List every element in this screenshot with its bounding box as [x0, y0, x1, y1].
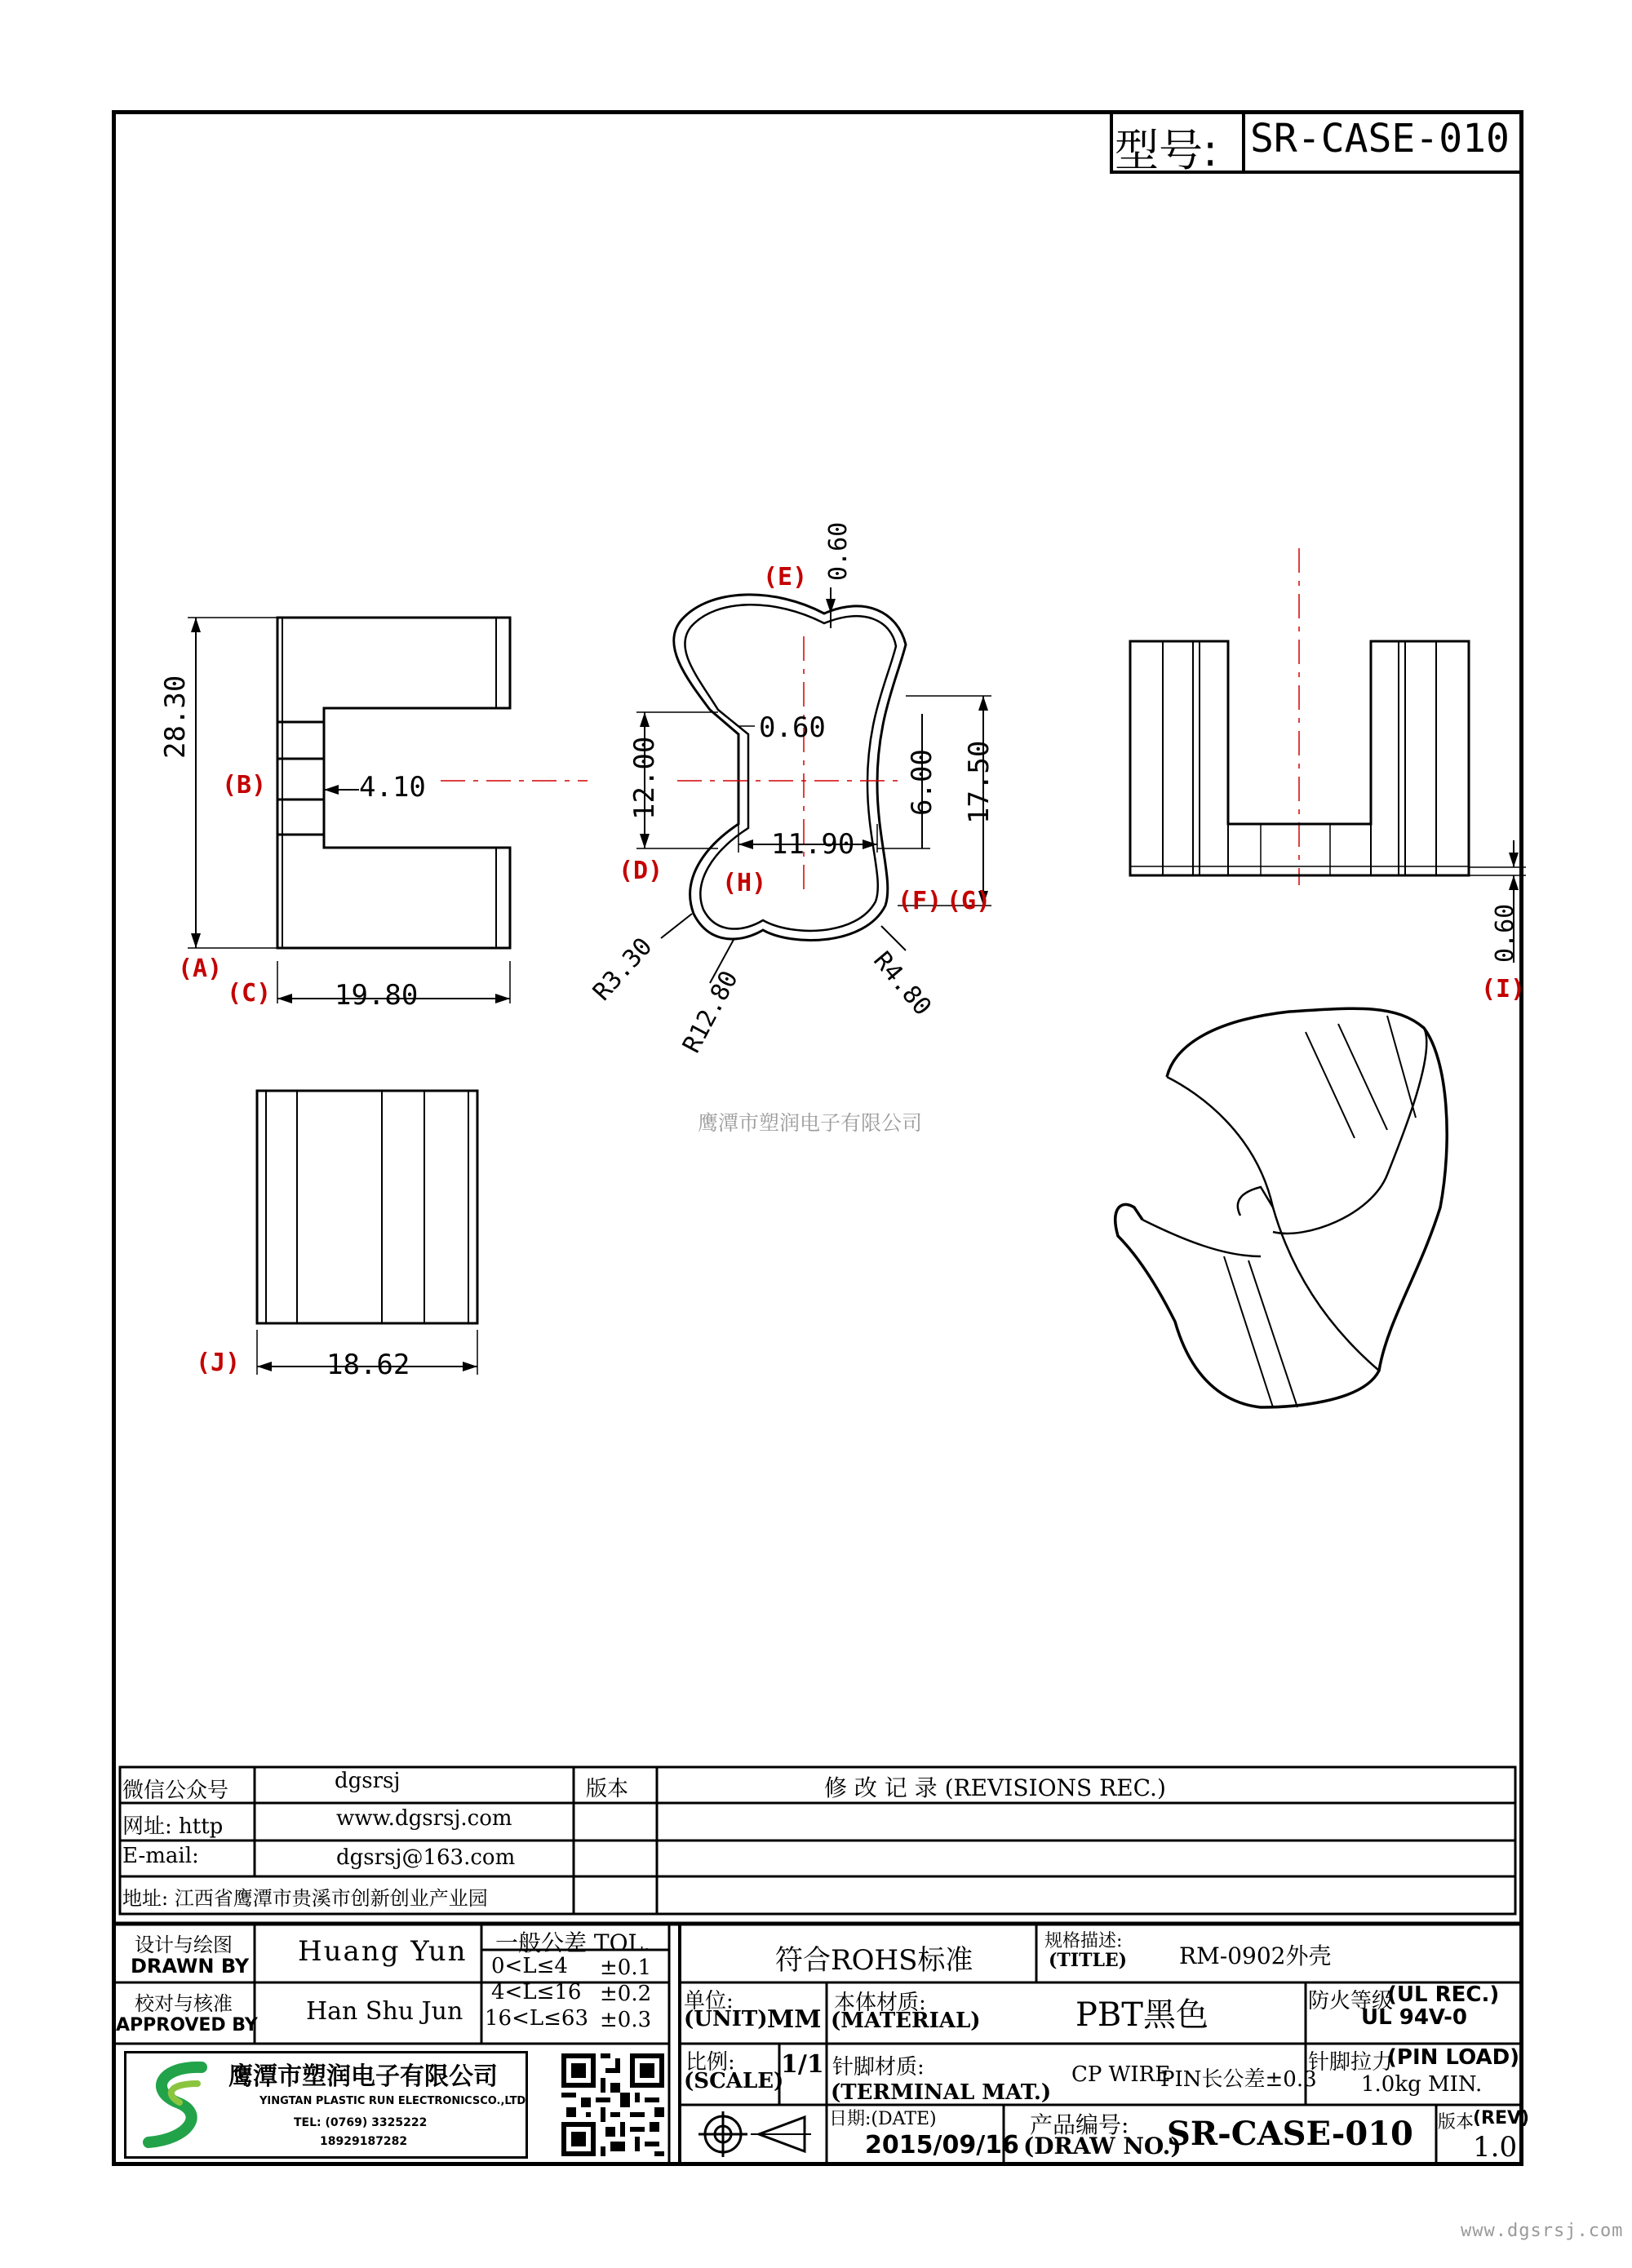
- drawno-label: 产品编号:: [1030, 2111, 1129, 2138]
- pin-tolerance: PIN长公差±0.3: [1160, 2067, 1317, 2092]
- rev-value: 1.0: [1473, 2131, 1518, 2164]
- scale-label: 比例:: [685, 2050, 735, 2075]
- company-name-en: YINGTAN PLASTIC RUN ELECTRONICSCO.,LTD: [259, 2095, 526, 2107]
- footer-url[interactable]: www.dgsrsj.com: [1461, 2221, 1624, 2241]
- drawn-label: 设计与绘图: [135, 1934, 233, 1956]
- dim-radius-a: R3.30: [588, 932, 659, 1007]
- material-label: 本体材质:: [834, 1991, 926, 2015]
- marker-a: (A): [178, 955, 223, 983]
- approved-label: 校对与核准: [135, 1992, 233, 2015]
- drawno-value: SR-CASE-010: [1167, 2115, 1413, 2153]
- date-label: 日期:(DATE): [829, 2109, 937, 2129]
- dim-width: 19.80: [335, 979, 419, 1012]
- marker-d: (D): [619, 857, 663, 885]
- terminal-label-en: (TERMINAL MAT.): [831, 2080, 1052, 2105]
- material-value: PBT黑色: [1075, 1996, 1208, 2034]
- title-label: 规格描述:: [1044, 1931, 1123, 1951]
- email-label: E-mail:: [122, 1844, 199, 1868]
- dim-front-width: 18.62: [326, 1349, 410, 1381]
- terminal-label: 针脚材质:: [832, 2055, 925, 2080]
- marker-e: (E): [763, 563, 808, 591]
- unit-label: 单位:: [684, 1989, 734, 2013]
- terminal-value: CP WIRE: [1071, 2062, 1171, 2087]
- dim-outer-height: 17.50: [963, 740, 996, 824]
- drawn-value: Huang Yun: [298, 1935, 468, 1968]
- dim-thickness-side: 0.60: [1491, 903, 1519, 963]
- approved-label-en: APPROVED BY: [116, 2015, 258, 2035]
- email-value[interactable]: dgsrsj@163.com: [336, 1845, 516, 1870]
- approved-value: Han Shu Jun: [306, 1997, 463, 2026]
- rev-label: 版本: [1438, 2112, 1475, 2133]
- web-label: 网址: http: [122, 1814, 224, 1839]
- unit-value: MM: [767, 2005, 822, 2034]
- pin-load-label: 针脚拉力: [1308, 2050, 1394, 2075]
- marker-j: (J): [196, 1349, 241, 1377]
- qr-code-icon[interactable]: [561, 2052, 664, 2158]
- tol-range-2: 4<L≤16: [491, 1980, 582, 2004]
- pin-load-value: 1.0kg MIN.: [1361, 2072, 1483, 2097]
- dim-inner-width: 11.90: [771, 828, 855, 861]
- marker-f: (F): [898, 887, 942, 915]
- dim-inner-height: 12.00: [628, 736, 661, 820]
- drawno-label-en: (DRAW NO.): [1023, 2133, 1182, 2159]
- watermark: 鹰潭市塑润电子有限公司: [698, 1111, 923, 1135]
- company-logo-icon: [132, 2058, 222, 2154]
- rohs: 符合ROHS标准: [775, 1944, 973, 1977]
- title-label-en: (TITLE): [1049, 1950, 1128, 1971]
- marker-b: (B): [222, 771, 267, 800]
- dim-slot: 4.10: [359, 771, 426, 804]
- wechat-value: dgsrsj: [335, 1769, 401, 1793]
- revisions-header: 修 改 记 录 (REVISIONS REC.): [824, 1774, 1166, 1801]
- marker-g: (G): [947, 887, 991, 915]
- unit-label-en: (UNIT): [684, 2007, 768, 2031]
- tol-value-3: ±0.3: [600, 2008, 652, 2032]
- wechat-label: 微信公众号: [122, 1779, 229, 1803]
- dim-thickness-top: 0.60: [824, 521, 853, 581]
- fire-value: UL 94V-0: [1361, 2005, 1468, 2030]
- scale-value: 1/1: [781, 2050, 824, 2079]
- fire-label: 防火等级: [1308, 1989, 1394, 2013]
- version-header: 版本: [586, 1777, 629, 1801]
- date-value: 2015/09/16: [865, 2131, 1019, 2159]
- address: 地址: 江西省鹰潭市贵溪市创新创业产业园: [122, 1887, 488, 1910]
- dim-thickness-inner: 0.60: [759, 711, 826, 744]
- tol-title: 一般公差 TOL.: [495, 1929, 651, 1956]
- model-label: 型号:: [1115, 125, 1218, 176]
- tol-value-1: ±0.1: [600, 1956, 652, 1980]
- material-label-en: (MATERIAL): [831, 2009, 981, 2033]
- company-name: 鹰潭市塑润电子有限公司: [228, 2062, 498, 2091]
- dim-height: 28.30: [159, 675, 192, 759]
- marker-i: (I): [1481, 975, 1526, 1003]
- company-phone: 18929187282: [320, 2135, 408, 2148]
- drawn-label-en: DRAWN BY: [131, 1955, 250, 1978]
- marker-c: (C): [227, 979, 272, 1008]
- tol-range-1: 0<L≤4: [491, 1954, 568, 1978]
- pin-load-label-en: (PIN LOAD): [1387, 2045, 1520, 2070]
- company-tel: TEL: (0769) 3325222: [294, 2116, 428, 2129]
- tol-range-3: 16<L≤63: [485, 2006, 589, 2031]
- dim-inner-gap: 6.00: [906, 749, 938, 816]
- dim-radius-c: R4.80: [867, 946, 938, 1021]
- dim-radius-b: R12.80: [677, 966, 744, 1058]
- tol-value-2: ±0.2: [600, 1982, 652, 2006]
- projection-symbol-icon: [692, 2109, 814, 2159]
- marker-h: (H): [722, 869, 767, 897]
- rev-label-en: (REV): [1473, 2108, 1530, 2128]
- title-value: RM-0902外壳: [1179, 1942, 1332, 1969]
- fire-label-en: (UL REC.): [1387, 1982, 1500, 2007]
- model-value: SR-CASE-010: [1250, 116, 1510, 162]
- scale-label-en: (SCALE): [684, 2069, 784, 2093]
- web-value[interactable]: www.dgsrsj.com: [336, 1806, 512, 1831]
